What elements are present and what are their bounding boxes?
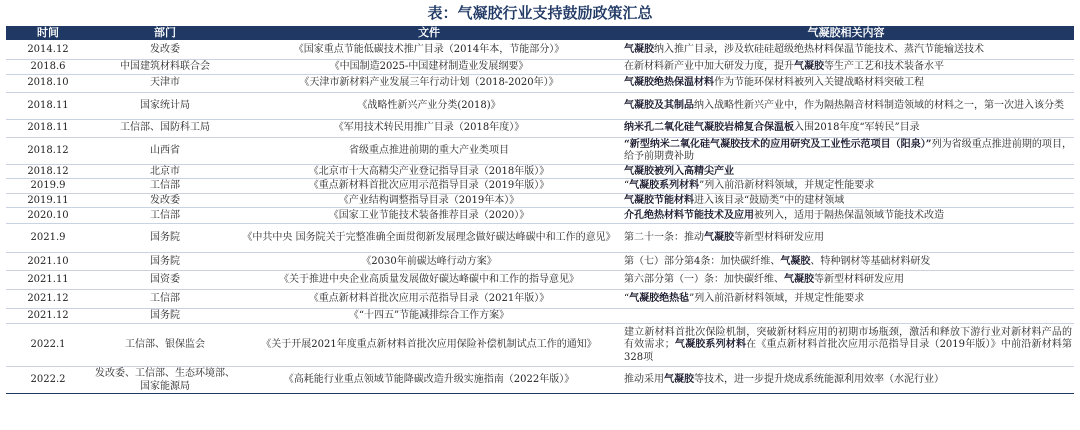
content-highlight: 气凝胶系列材料 (674, 339, 747, 351)
cell-dept: 山西省 (150, 144, 180, 156)
cell-file: 省级重点推进前期的重大产业类项目 (349, 144, 509, 156)
cell-content (618, 324, 1074, 367)
content-text: 第六部分第（一）条：加快碳纤维、 (624, 274, 784, 286)
table-row (6, 253, 1074, 271)
table-row (6, 224, 1074, 253)
table-row (6, 290, 1074, 309)
cell-file: 《国家工业节能技术装备推荐目录（2020）》 (328, 209, 530, 221)
content-text: “ (624, 180, 630, 191)
content-text: ”列入前沿新材料领域，并规定性能要求 (699, 180, 875, 191)
cell-time: 2021.10 (27, 255, 69, 267)
cell-content (618, 92, 1074, 119)
cell-content (618, 119, 1074, 137)
cell-content (618, 164, 1074, 179)
content-highlight: “新型纳米二氧化硅气凝胶技术的应用研究及工业性示范项目（阳泉）” (624, 138, 932, 150)
content-text: 在《重点新材料首批次应用示范指导目录（2019年版）》中前沿新材料第328项 (624, 339, 1072, 363)
table-row (6, 40, 1074, 59)
content-text: 纳入战略性新兴产业中，作为隔热隔音材料制造领域的材料之一，第一次进入该分类 (694, 99, 1064, 111)
cell-file: 《高耗能行业重点领域节能降碳改造升级实施指南（2022年版）》 (283, 374, 575, 386)
cell-content (618, 224, 1074, 253)
cell-time: 2018.6 (30, 60, 66, 72)
table-row (6, 119, 1074, 137)
cell-file: 《中共中央 国务院关于完整准确全面贯彻新发展理念做好碳达峰碳中和工作的意见》 (242, 232, 616, 244)
cell-file: 《天津市新材料产业发展三年行动计划（2018-2020年）》 (299, 77, 559, 89)
content-text: 推动采用 (624, 374, 664, 386)
cell-dept: 工信部 (150, 209, 180, 221)
content-highlight: 介孔绝热材料节能技术及应用 (624, 209, 754, 221)
cell-file: 《产业结构调整指导目录（2019年本）》 (338, 194, 520, 206)
content-highlight: 气凝胶 (624, 43, 654, 55)
cell-time: 2022.1 (30, 339, 66, 351)
cell-file: 《2030年前碳达峰行动方案》 (361, 255, 497, 267)
cell-time: 2021.11 (27, 274, 69, 286)
content-text: 第（七）部分第4条：加快碳纤维、 (624, 255, 781, 267)
cell-content (618, 208, 1074, 224)
content-highlight: 气凝胶 (704, 232, 734, 244)
cell-content (618, 137, 1074, 164)
content-text: 入围2018年度“军转民”目录 (794, 122, 920, 134)
cell-content (618, 367, 1074, 394)
cell-content (618, 40, 1074, 59)
table-row (6, 59, 1074, 74)
cell-time: 2019.11 (27, 194, 69, 206)
cell-time: 2021.12 (27, 310, 69, 322)
cell-dept: 国务院 (150, 255, 180, 267)
content-text: 被列入，适用于隔热保温领域节能技术改造 (754, 209, 944, 221)
header-file: 文件 (418, 26, 440, 39)
cell-time: 2021.12 (27, 293, 69, 305)
content-highlight: 气凝胶 (664, 374, 694, 386)
content-text: 等生产工艺和技术装备水平 (824, 60, 944, 72)
table-row (6, 309, 1074, 324)
content-text: 等技术，进一步提升烧成系统能源利用效率（水泥行业） (694, 374, 944, 386)
table-title: 表：气凝胶行业支持鼓励政策汇总 (427, 4, 653, 22)
cell-content (618, 179, 1074, 194)
table-row (6, 324, 1074, 367)
table-row (6, 164, 1074, 179)
content-text: 等新型材料研发应用 (814, 274, 904, 286)
cell-dept: 工信部 (150, 180, 180, 191)
content-highlight: 气凝胶系列材料 (629, 180, 700, 191)
table-row (6, 74, 1074, 92)
content-text: 第二十一条：推动 (624, 232, 704, 244)
cell-dept: 工信部、国防科工局 (120, 122, 210, 134)
content-highlight: 气凝胶及其制品 (624, 99, 694, 111)
cell-dept: 北京市 (150, 165, 180, 177)
cell-time: 2019.9 (30, 180, 66, 191)
cell-dept: 天津市 (150, 77, 180, 89)
cell-time: 2022.2 (30, 374, 66, 386)
table-row (6, 193, 1074, 208)
cell-time: 2021.9 (30, 232, 66, 244)
content-highlight: 气凝胶节能材料 (624, 194, 694, 206)
cell-file: 《关于开展2021年度重点新材料首批次应用保险补偿机制试点工作的通知》 (261, 339, 597, 351)
cell-dept: 中国建筑材料联合会 (120, 60, 210, 72)
table-row (6, 367, 1074, 394)
cell-file: 《关于推进中央企业高质量发展做好碳达峰碳中和工作的指导意见》 (279, 274, 579, 286)
content-text: 进入该目录“鼓励类”中的建材领域 (694, 194, 845, 206)
cell-file: 《中国制造2025-中国建材制造业发展纲要》 (329, 60, 529, 72)
cell-time: 2018.11 (27, 122, 69, 134)
header-row (6, 26, 1074, 40)
content-text: 列为省级重点推进前期的项目，给予前期费补助 (624, 138, 1072, 162)
content-highlight: 气凝胶被列入高精尖产业 (624, 165, 734, 177)
cell-dept: 国务院 (150, 232, 180, 244)
content-text: “ (624, 293, 630, 305)
header-dept: 部门 (154, 26, 176, 39)
content-highlight: 气凝胶绝热毡 (629, 293, 690, 305)
header-time: 时间 (37, 26, 59, 39)
policy-table (6, 26, 1074, 394)
content-highlight: 气凝胶 (794, 60, 824, 72)
content-text: ”列入前沿新材料领域，并规定性能要求 (689, 293, 865, 305)
cell-dept: 国资委 (150, 274, 180, 286)
cell-file: 《北京市十大高精尖产业登记指导目录（2018年版）》 (308, 165, 550, 177)
table-body (6, 40, 1074, 394)
cell-time: 2018.12 (27, 144, 69, 156)
cell-dept: 发改委 (150, 43, 180, 55)
header-content: 气凝胶相关内容 (807, 26, 885, 39)
content-highlight: 纳米孔二氧化硅气凝胶岩棉复合保温板 (624, 122, 794, 134)
cell-dept: 工信部 (150, 293, 180, 305)
table-header (6, 26, 1074, 40)
table-row (6, 271, 1074, 290)
content-text: 建立新材料首批次保险机制，突破新材料应用的初期市场瓶颈，激活和释放下游行业对新材料产品的有效需求； (624, 326, 1072, 351)
cell-dept: 发改委、工信部、生态环境部、国家能源局 (95, 368, 235, 392)
cell-time: 2014.12 (27, 43, 69, 55)
cell-content (618, 59, 1074, 74)
cell-file: 《重点新材料首批次应用示范指导目录（2019年版）》 (308, 180, 550, 191)
content-text: 纳入推广目录，涉及软硅硅超级绝热材料保温节能技术、蒸汽节能输送技术 (654, 43, 984, 55)
cell-file: 《战略性新兴产业分类(2018)》 (357, 99, 501, 111)
cell-content (618, 309, 1074, 324)
cell-content (618, 253, 1074, 271)
table-row (6, 137, 1074, 164)
cell-content (618, 271, 1074, 290)
table-row (6, 208, 1074, 224)
cell-dept: 国务院 (150, 310, 180, 322)
table-row (6, 92, 1074, 119)
cell-dept: 发改委 (150, 194, 180, 206)
content-highlight: 气凝胶绝热保温材料 (624, 77, 714, 89)
content-text: 等新型材料研发应用 (734, 232, 824, 244)
content-text: 、特种钢材等基础材料研发 (810, 255, 931, 267)
cell-file: 《军用技术转民用推广目录（2018年度）》 (333, 122, 525, 134)
cell-dept: 工信部、银保监会 (125, 339, 205, 351)
content-text: 在新材料新产业中加大研发力度，提升 (624, 60, 794, 72)
cell-file: 《国家重点节能低碳技术推广目录（2014年本，节能部分）》 (293, 43, 565, 55)
cell-content (618, 290, 1074, 309)
content-text: 作为节能环保材料被列入关键战略材料突破工程 (714, 77, 924, 89)
cell-time: 2018.10 (27, 77, 69, 89)
cell-content (618, 193, 1074, 208)
cell-file: 《重点新材料首批次应用示范指导目录（2021年版）》 (308, 293, 550, 305)
cell-time: 2018.12 (27, 165, 69, 177)
cell-time: 2018.11 (27, 99, 69, 111)
cell-time: 2020.10 (27, 209, 69, 221)
cell-file: 《“十四五”节能减排综合工作方案》 (348, 310, 510, 322)
content-highlight: 气凝胶 (784, 274, 814, 286)
table-row (6, 179, 1074, 194)
content-highlight: 气凝胶 (780, 255, 811, 267)
cell-dept: 国家统计局 (140, 99, 190, 111)
cell-content (618, 74, 1074, 92)
